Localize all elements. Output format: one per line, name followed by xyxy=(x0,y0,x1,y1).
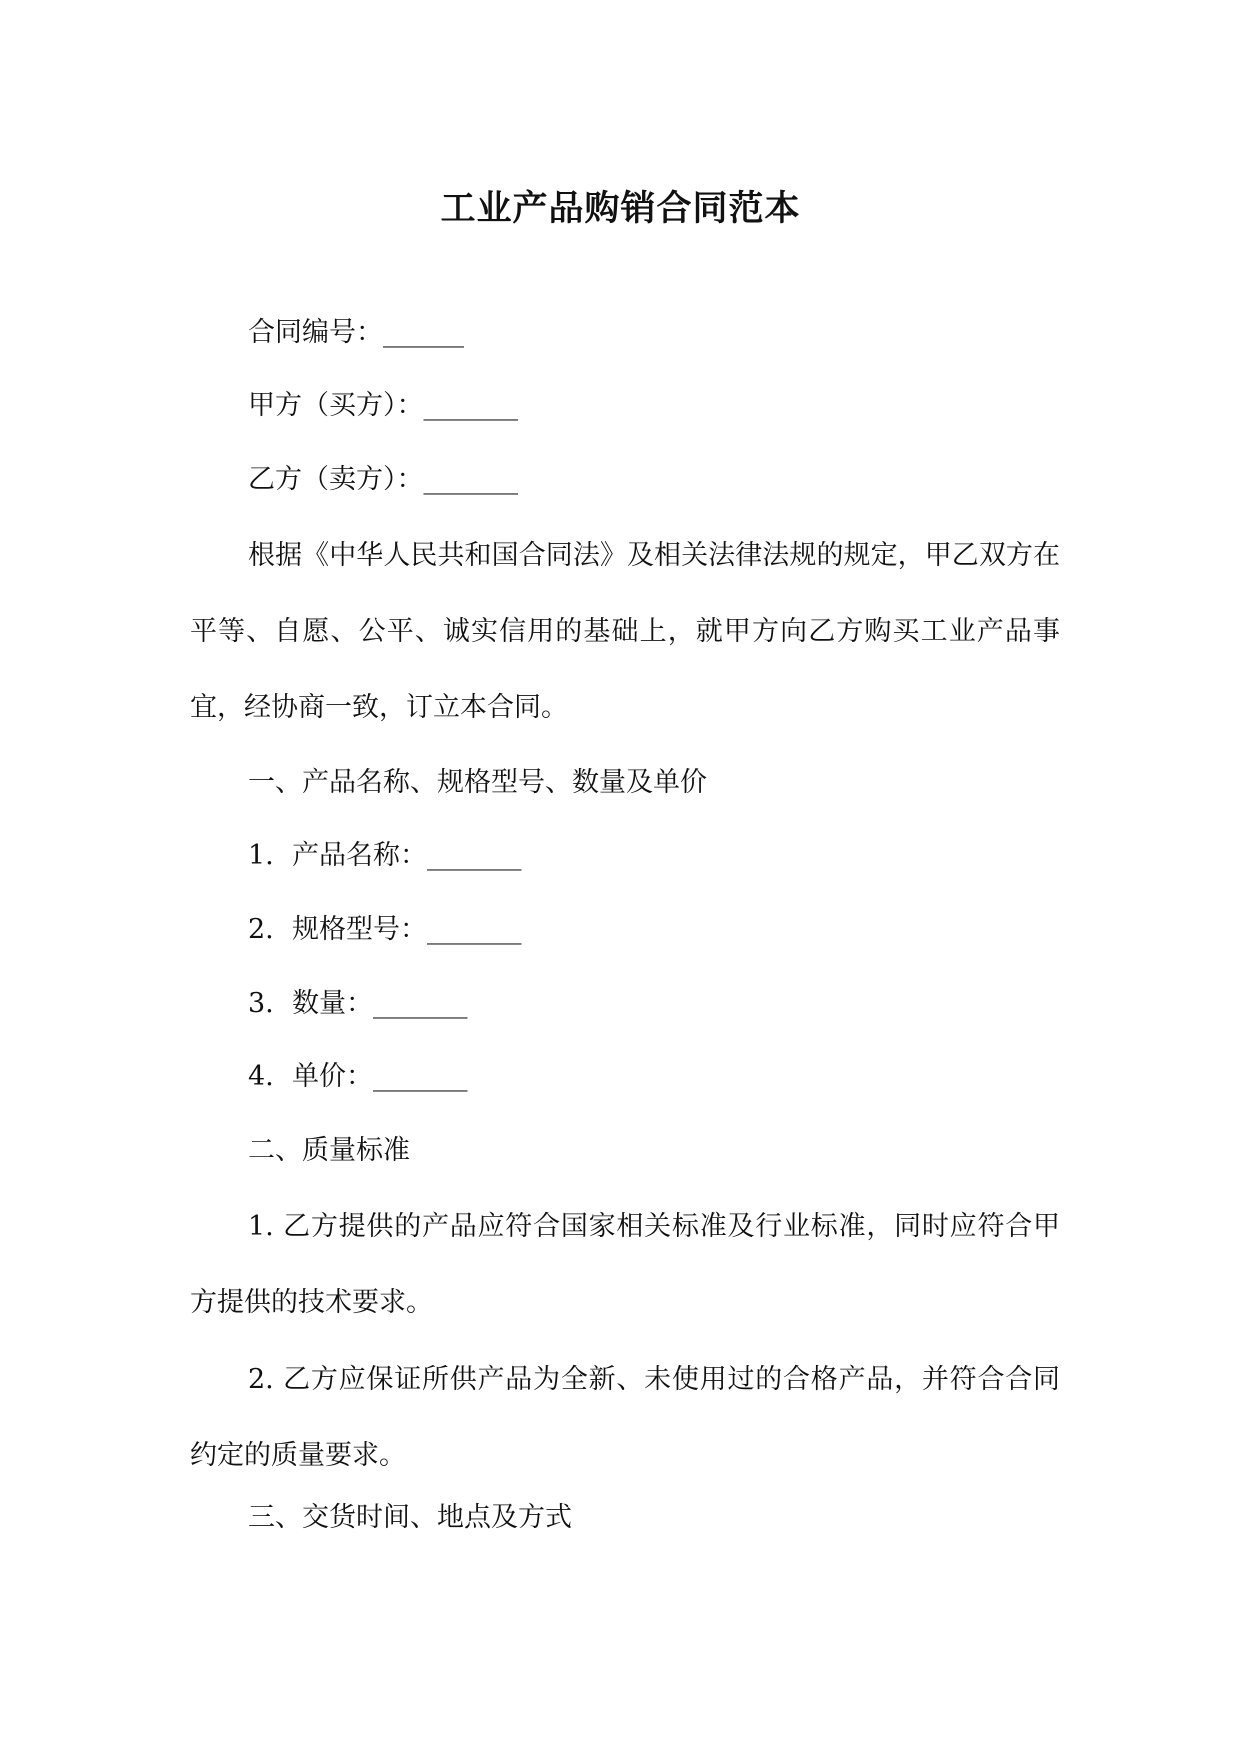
section1-item-product-name xyxy=(248,836,522,876)
party-b-field: 乙方（卖方）：_______ xyxy=(248,464,518,495)
item-number: 4. xyxy=(248,1061,274,1092)
section1-item-quantity xyxy=(248,984,468,1024)
section3-heading: 三、交货时间、地点及方式 xyxy=(248,1502,572,1533)
contract-number-field: 合同编号：______ xyxy=(248,317,464,348)
item-number: 2. xyxy=(248,914,274,945)
intro-paragraph: 根据《中华人民共和国合同法》及相关法律法规的规定，甲乙双方在平等、自愿、公平、诚实信用的基础上，就甲方向乙方购买工业产品事宜，经协商一致，订立本合同。 xyxy=(190,540,1060,723)
section2-heading: 二、质量标准 xyxy=(248,1135,410,1166)
party-a-field: 甲方（买方）：_______ xyxy=(248,390,518,421)
document-title: 工业产品购销合同范本 xyxy=(440,188,801,229)
item-number: 3. xyxy=(248,988,274,1019)
item-text: 数量：_______ xyxy=(292,988,468,1019)
section1-item-spec-model xyxy=(248,910,522,950)
item-text: 产品名称：_______ xyxy=(292,840,522,871)
section1-heading: 一、产品名称、规格型号、数量及单价 xyxy=(248,767,707,798)
item-text: 规格型号：_______ xyxy=(292,914,522,945)
item-number: 1. xyxy=(248,840,274,871)
section2-item-2: 2. 乙方应保证所供产品为全新、未使用过的合格产品，并符合合同约定的质量要求。 xyxy=(190,1364,1060,1471)
section1-item-unit-price xyxy=(248,1057,468,1097)
section2-item-1: 1. 乙方提供的产品应符合国家相关标准及行业标准，同时应符合甲方提供的技术要求。 xyxy=(190,1211,1060,1318)
item-text: 单价：_______ xyxy=(292,1061,468,1092)
